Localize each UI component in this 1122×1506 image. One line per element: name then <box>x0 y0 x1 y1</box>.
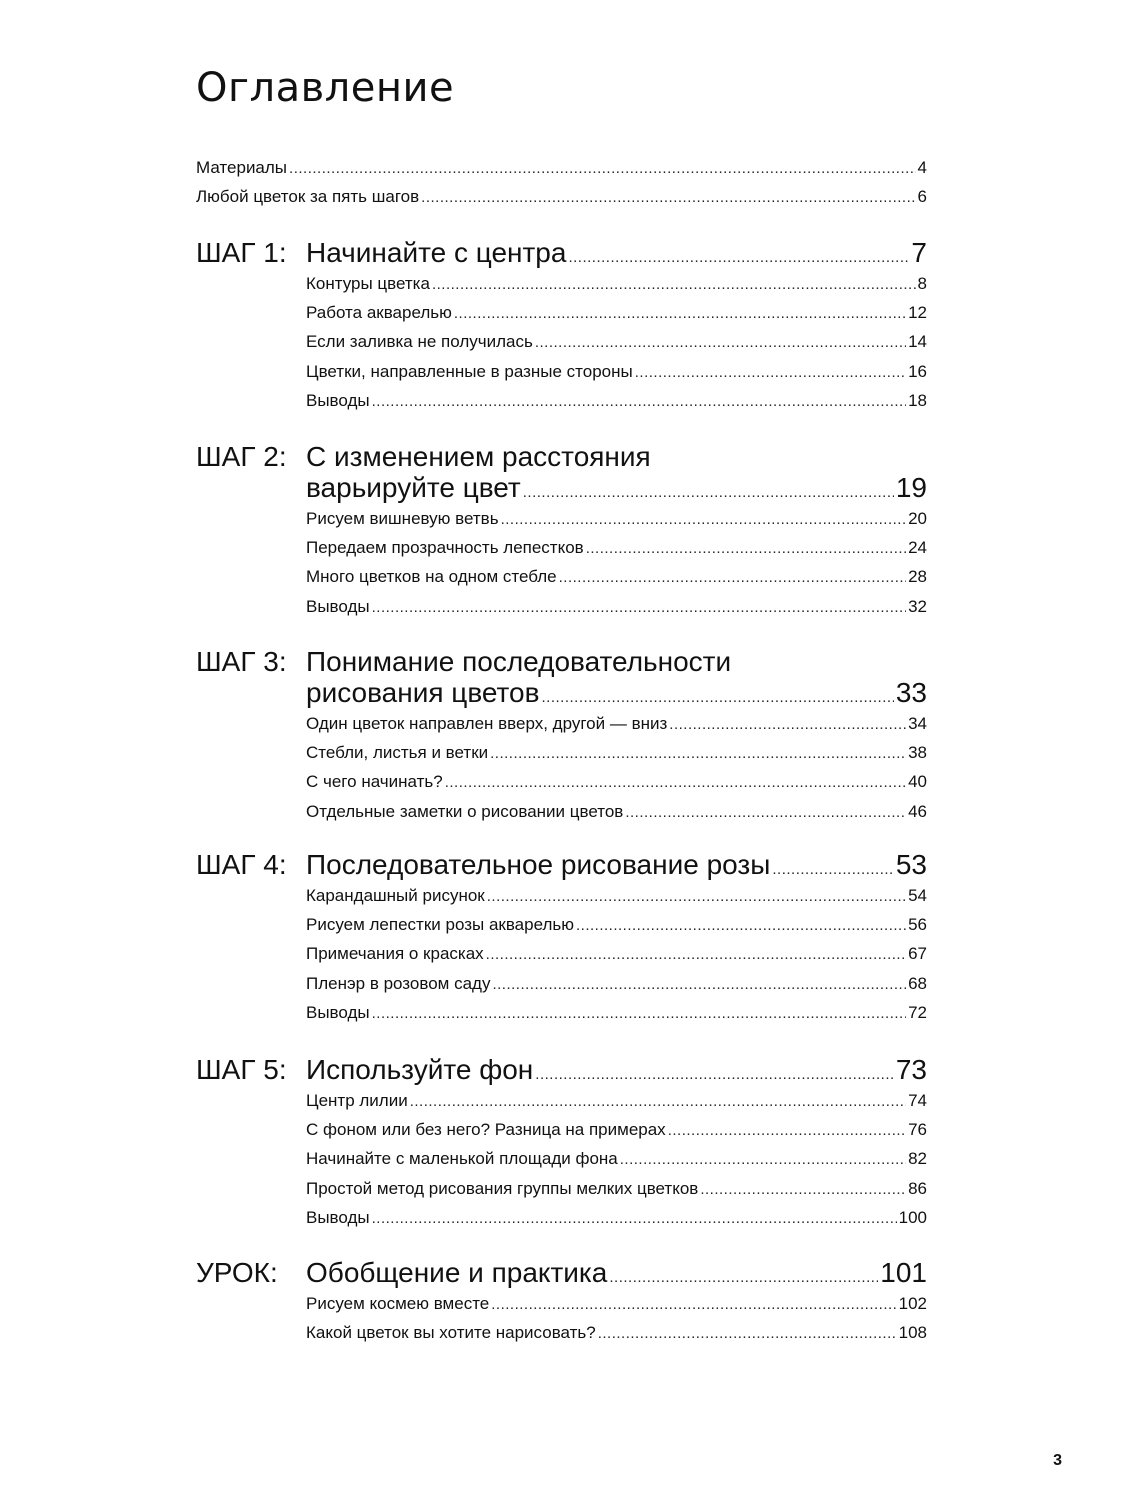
toc-entry-label: Выводы <box>306 1207 370 1227</box>
dot-leader <box>625 801 906 825</box>
toc-entry[interactable] <box>196 156 927 180</box>
toc-entry-label: Работа акварелью <box>306 303 452 323</box>
toc-subentry[interactable] <box>306 301 927 325</box>
dot-leader <box>598 1322 897 1346</box>
dot-leader <box>372 1002 906 1026</box>
toc-subentry[interactable] <box>306 972 927 996</box>
dot-leader <box>669 713 906 737</box>
toc-entry-page: 108 <box>898 1323 927 1343</box>
dot-leader <box>501 508 907 532</box>
step-label: ШАГ 1: <box>196 237 287 268</box>
section-heading[interactable] <box>306 471 927 505</box>
dot-leader <box>372 1207 897 1231</box>
dot-leader <box>586 537 906 561</box>
toc-entry-page: 82 <box>908 1149 927 1169</box>
toc-entry-label: Любой цветок за пять шагов <box>196 187 420 206</box>
toc-entry-page: 53 <box>895 849 927 880</box>
dot-leader <box>620 1148 906 1172</box>
dot-leader <box>668 1119 906 1143</box>
toc-subentry[interactable] <box>306 565 927 589</box>
toc-entry-page: 32 <box>908 596 927 616</box>
toc-entry-page: 74 <box>908 1091 927 1110</box>
dot-leader <box>523 476 894 510</box>
dot-leader <box>535 331 906 355</box>
page-number: 3 <box>1053 1452 1062 1469</box>
toc-entry-label: рисования цветов <box>306 677 540 708</box>
toc-entry-page: 24 <box>908 538 927 558</box>
dot-leader <box>372 390 906 414</box>
dot-leader <box>432 273 916 297</box>
toc-entry-label: Стебли, листья и ветки <box>306 743 489 763</box>
page-title: Оглавление <box>196 65 455 111</box>
dot-leader <box>568 241 909 275</box>
toc-entry-label: Отдельные заметки о рисовании цветов <box>306 801 624 821</box>
toc-subentry[interactable] <box>306 884 927 908</box>
toc-entry-page: 19 <box>895 472 927 503</box>
toc-subentry[interactable] <box>306 507 927 531</box>
toc-entry-label: Если заливка не получилась <box>306 332 533 352</box>
toc-entry-label: Центр лилии <box>306 1091 408 1110</box>
toc-entry-page: 102 <box>898 1294 927 1313</box>
toc-entry-label: Цветки, направленные в разные стороны <box>306 361 633 381</box>
dot-leader <box>535 1058 894 1092</box>
dot-leader <box>559 566 906 590</box>
toc-subentry[interactable] <box>306 1292 927 1316</box>
toc-entry-page: 56 <box>908 915 927 935</box>
toc-entry-label: Выводы <box>306 1002 370 1022</box>
toc-entry-label: Обобщение и практика <box>306 1257 608 1288</box>
toc-subentry[interactable] <box>306 1089 927 1113</box>
toc-entry-page: 28 <box>908 567 927 587</box>
toc-subentry[interactable] <box>306 1001 927 1025</box>
toc-subentry[interactable] <box>306 536 927 560</box>
dot-leader <box>372 596 906 620</box>
dot-leader <box>772 853 893 887</box>
section-heading-line: Понимание последовательности <box>306 646 732 677</box>
dot-leader <box>490 742 906 766</box>
toc-subentry[interactable] <box>306 770 927 794</box>
toc-subentry[interactable] <box>306 389 927 413</box>
toc-entry-label: С чего начинать? <box>306 772 443 792</box>
section-heading[interactable] <box>306 1256 927 1290</box>
toc-entry-label: Рисуем вишневую ветвь <box>306 509 499 528</box>
toc-subentry[interactable] <box>306 1206 927 1230</box>
toc-entry-label: Начинайте с маленькой площади фона <box>306 1149 618 1169</box>
dot-leader <box>486 943 906 967</box>
toc-entry-label: Один цветок направлен вверх, другой — вниз <box>306 714 668 733</box>
toc-entry-page: 68 <box>908 973 927 993</box>
step-label: ШАГ 2: <box>196 441 287 472</box>
toc-entry-page: 12 <box>908 303 927 323</box>
toc-entry-label: Материалы <box>196 158 288 177</box>
section-heading[interactable] <box>306 676 927 710</box>
toc-entry-label: Выводы <box>306 596 370 616</box>
toc-subentry[interactable] <box>306 1321 927 1345</box>
toc-entry-page: 20 <box>908 509 927 528</box>
toc-entry-page: 73 <box>895 1054 927 1085</box>
toc-entry-label: Пленэр в розовом саду <box>306 973 491 993</box>
toc-subentry[interactable] <box>306 595 927 619</box>
dot-leader <box>289 157 916 181</box>
dot-leader <box>491 1293 896 1317</box>
toc-subentry[interactable] <box>306 800 927 824</box>
toc-entry-label: Примечания о красках <box>306 944 484 964</box>
toc-entry-page: 18 <box>908 390 927 410</box>
toc-entry-label: Простой метод рисования группы мелких цветков <box>306 1178 699 1198</box>
toc-entry-page: 40 <box>908 772 927 792</box>
toc-subentry[interactable] <box>306 741 927 765</box>
toc-entry-page: 76 <box>908 1120 927 1140</box>
toc-subentry[interactable] <box>306 712 927 736</box>
toc-entry-page: 14 <box>908 332 927 352</box>
toc-subentry[interactable] <box>306 360 927 384</box>
step-label: УРОК: <box>196 1257 278 1288</box>
toc-entry-page: 38 <box>908 743 927 763</box>
toc-entry-page: 4 <box>917 158 927 177</box>
toc-entry-page: 34 <box>908 714 927 733</box>
toc-subentry[interactable] <box>306 942 927 966</box>
toc-entry-label: Много цветков на одном стебле <box>306 567 557 587</box>
toc-subentry[interactable] <box>306 1147 927 1171</box>
dot-leader <box>421 186 915 210</box>
toc-entry[interactable] <box>196 185 927 209</box>
toc-entry-page: 72 <box>908 1002 927 1022</box>
toc-entry-label: Рисуем лепестки розы акварелью <box>306 915 574 935</box>
toc-subentry[interactable] <box>306 913 927 937</box>
toc-entry-label: Какой цветок вы хотите нарисовать? <box>306 1323 596 1343</box>
toc-entry-page: 7 <box>911 237 927 268</box>
toc-entry-label: Карандашный рисунок <box>306 886 485 905</box>
step-label: ШАГ 4: <box>196 849 287 880</box>
dot-leader <box>635 361 906 385</box>
dot-leader <box>445 771 906 795</box>
toc-entry-label: Используйте фон <box>306 1054 534 1085</box>
toc-entry-page: 16 <box>908 361 927 381</box>
dot-leader <box>609 1261 878 1295</box>
toc-entry-page: 46 <box>908 801 927 821</box>
toc-entry-page: 8 <box>917 274 927 293</box>
toc-entry-page: 6 <box>917 187 927 206</box>
toc-entry-label: Контуры цветка <box>306 274 430 293</box>
toc-entry-label: Выводы <box>306 390 370 410</box>
dot-leader <box>410 1090 906 1114</box>
dot-leader <box>541 681 893 715</box>
dot-leader <box>700 1178 906 1202</box>
toc-entry-page: 54 <box>908 886 927 905</box>
section-heading[interactable] <box>306 848 927 882</box>
dot-leader <box>492 973 906 997</box>
toc-subentry[interactable] <box>306 272 927 296</box>
toc-entry-page: 33 <box>895 677 927 708</box>
toc-subentry[interactable] <box>306 1177 927 1201</box>
toc-entry-page: 86 <box>908 1178 927 1198</box>
toc-entry-label: Передаем прозрачность лепестков <box>306 538 584 558</box>
toc-entry-label: Рисуем космею вместе <box>306 1294 490 1313</box>
toc-entry-label: варьируйте цвет <box>306 472 521 503</box>
dot-leader <box>576 914 906 938</box>
section-heading[interactable] <box>306 1053 927 1087</box>
toc-entry-label: Начинайте с центра <box>306 237 567 268</box>
toc-entry-page: 101 <box>880 1257 927 1288</box>
toc-entry-label: Последовательное рисование розы <box>306 849 771 880</box>
toc-entry-page: 67 <box>908 944 927 964</box>
section-heading-line: С изменением расстояния <box>306 441 651 472</box>
toc-subentry[interactable] <box>306 1118 927 1142</box>
step-label: ШАГ 5: <box>196 1054 287 1085</box>
toc-entry-page: 100 <box>898 1207 927 1227</box>
dot-leader <box>487 885 906 909</box>
section-heading[interactable] <box>306 236 927 270</box>
toc-subentry[interactable] <box>306 330 927 354</box>
step-label: ШАГ 3: <box>196 646 287 677</box>
toc-entry-label: С фоном или без него? Разница на примерах <box>306 1120 666 1140</box>
dot-leader <box>454 302 906 326</box>
